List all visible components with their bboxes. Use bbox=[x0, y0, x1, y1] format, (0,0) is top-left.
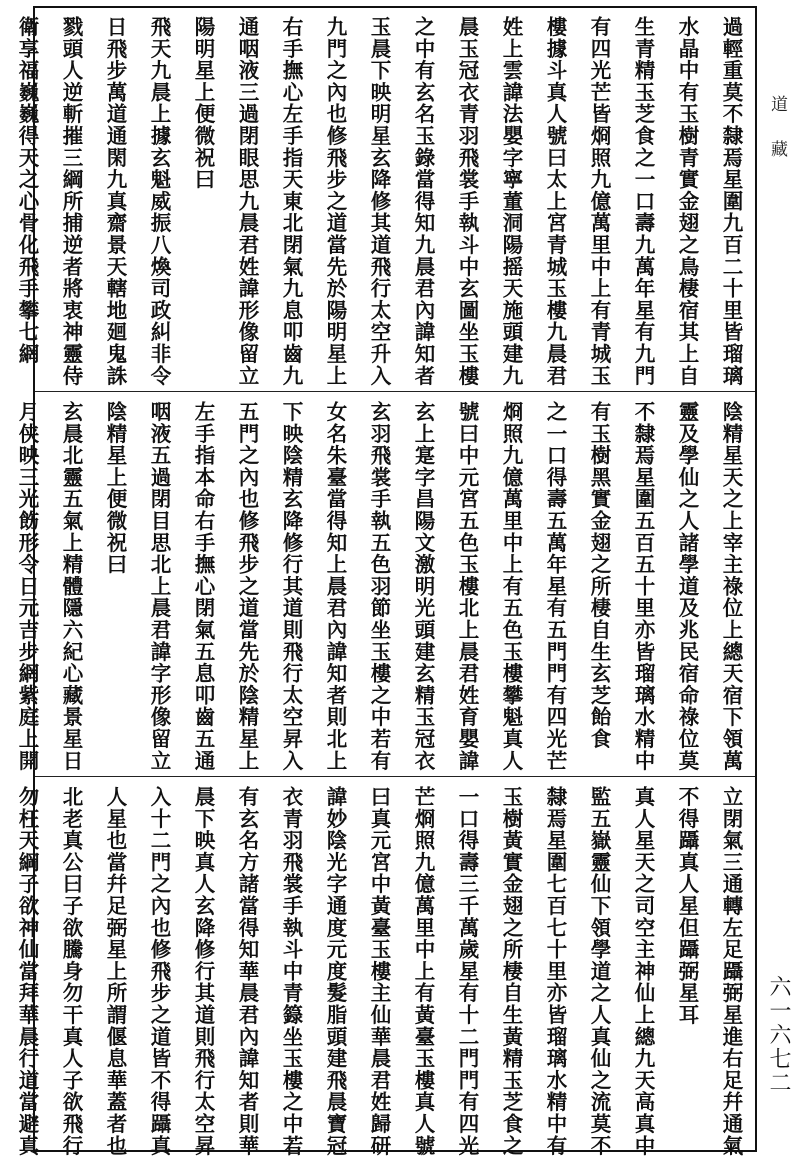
text-column: 下映陰精玄降修行其道則飛行太空昇入 bbox=[279, 401, 303, 772]
text-column: 過輕重莫不隸焉星圍九百二十里皆瑠璃 bbox=[719, 16, 743, 387]
panel-divider bbox=[35, 776, 755, 777]
text-column bbox=[0, 16, 1, 383]
margin-title: 道藏 bbox=[767, 95, 787, 185]
text-column: 飛天九晨上據玄魁威振八煥司政糾非令 bbox=[147, 16, 171, 387]
text-column: 勿枉天綱子欲神仙當拜華晨行道當避真 bbox=[15, 786, 39, 1157]
page-number: 六一六七二 bbox=[766, 975, 791, 1095]
text-column: 一口得壽三千萬歲星有十二門門有四光 bbox=[455, 786, 479, 1157]
text-column: 咽液五過閉目思北上晨君諱字形像留立 bbox=[147, 401, 171, 772]
text-column: 陰精星上便微祝曰 bbox=[103, 401, 127, 576]
text-column: 陰精星天之上宰主祿位上總天宿下領萬 bbox=[719, 401, 743, 772]
text-panel-bottom bbox=[15, 778, 755, 1157]
text-columns bbox=[15, 786, 749, 1157]
text-column: 號曰中元宮五色玉樓北上晨君姓育嬰諱 bbox=[455, 401, 479, 772]
text-column: 姓上雲諱法嬰字寧董洞陽摇天施頭建九 bbox=[499, 16, 523, 387]
text-column: 衣青羽飛裳手執斗中青籙坐玉樓之中若 bbox=[279, 786, 303, 1157]
text-column: 入十二門之內也修飛步之道皆不得躡真 bbox=[147, 786, 171, 1157]
page-frame bbox=[15, 6, 757, 1157]
text-column: 之中有玄名玉錄當得知九晨君內諱知者 bbox=[411, 16, 435, 387]
text-column: 水晶中有玉樹青實金翅之鳥棲宿其上自 bbox=[675, 16, 699, 387]
text-column: 立閉氣三通轉左足躡弼星進右足幷通氣 bbox=[719, 786, 743, 1157]
text-column: 生青精玉芝食之一口壽九萬年星有九門 bbox=[631, 16, 655, 387]
text-columns bbox=[15, 401, 749, 772]
text-column: 隸焉星圍七百七十里亦皆瑠璃水精中有 bbox=[543, 786, 567, 1157]
text-column: 右手撫心左手指天東北閉氣九息叩齒九 bbox=[279, 16, 303, 387]
text-column: 之一口得壽五萬年星有五門門有四光芒 bbox=[543, 401, 567, 772]
text-column: 九門之內也修飛步之道當先於陽明星上 bbox=[323, 16, 347, 387]
text-column: 不隸焉星圍五百五十里亦皆瑠璃水精中 bbox=[631, 401, 655, 772]
text-column: 有玉樹黑實金翅之所棲自生玄芝飴食 bbox=[587, 401, 611, 750]
text-column: 戮頭人逆斬摧三綱所捕逆者將衷神靈侍 bbox=[59, 16, 83, 387]
text-column: 烱照九億萬里中上有五色玉樓攀魁真人 bbox=[499, 401, 523, 772]
text-column: 芒烱照九億萬里中上有黃臺玉樓真人號 bbox=[411, 786, 435, 1157]
text-column: 玄羽飛裳手執五色羽節坐玉樓之中若有 bbox=[367, 401, 391, 772]
text-column: 玉樹黃實金翅之所棲自生黃精玉芝食之 bbox=[499, 786, 523, 1157]
text-column: 不得躡真人星但躡弼星耳 bbox=[675, 786, 699, 1026]
text-column: 五門之內也修飛步之道當先於陰精星上 bbox=[235, 401, 259, 772]
text-column: 玄上寔字昌陽文激明光頭建玄精玉冠衣 bbox=[411, 401, 435, 772]
text-column: 陽明星上便微祝曰 bbox=[191, 16, 215, 191]
text-panel-top bbox=[15, 8, 755, 391]
text-column: 玄晨北靈五氣上精體隱六紀心藏景星日 bbox=[59, 401, 83, 772]
text-column: 有玄名方諸當得知華晨君內諱知者則華 bbox=[235, 786, 259, 1157]
text-column: 靈及學仙之人諸學道及兆民宿命祿位莫 bbox=[675, 401, 699, 772]
text-column: 女名朱臺當得知上晨君內諱知者則北上 bbox=[323, 401, 347, 772]
text-column: 晨下映真人玄降修行其道則飛行太空昇 bbox=[191, 786, 215, 1157]
text-column: 衛享福巍巍得天之心骨化飛手攀七網 bbox=[15, 16, 39, 365]
panel-divider bbox=[35, 391, 755, 392]
text-column: 月侠映三光飭形令日元吉步網紫庭上開 bbox=[15, 401, 39, 772]
text-column: 晨玉冠衣青羽飛裳手執斗中玄圖坐玉樓 bbox=[455, 16, 479, 387]
text-column: 日飛步萬道通閑九真齋景天轄地廻鬼誅 bbox=[103, 16, 127, 387]
text-column: 曰真元宮中黃臺玉樓主仙華晨君姓歸研 bbox=[367, 786, 391, 1157]
text-column: 樓據斗真人號曰太上宮青城玉樓九晨君 bbox=[543, 16, 567, 387]
text-column: 左手指本命右手撫心閉氣五息叩齒五通 bbox=[191, 401, 215, 772]
text-column: 真人星天之司空主神仙上總九天高真中 bbox=[631, 786, 655, 1157]
text-column: 通咽液三過閉眼思九晨君姓諱形像留立 bbox=[235, 16, 259, 387]
text-column bbox=[0, 786, 1, 1142]
text-panel-middle bbox=[15, 393, 755, 776]
text-column: 人星也當幷足弼星上所謂偃息華蓋者也 bbox=[103, 786, 127, 1157]
text-columns bbox=[15, 16, 749, 387]
text-column bbox=[0, 401, 1, 768]
text-column: 有四光芒皆烱照九億萬里中上有青城玉 bbox=[587, 16, 611, 387]
text-column: 北老真公曰子欲騰身勿干真人子欲飛行 bbox=[59, 786, 83, 1157]
text-column: 玉晨下映明星玄降修其道飛行太空升入 bbox=[367, 16, 391, 387]
text-column: 監五嶽靈仙下領學道之人真仙之流莫不 bbox=[587, 786, 611, 1157]
text-column: 諱妙陰光字通度元度髮脂頭建飛晨寶冠 bbox=[323, 786, 347, 1157]
